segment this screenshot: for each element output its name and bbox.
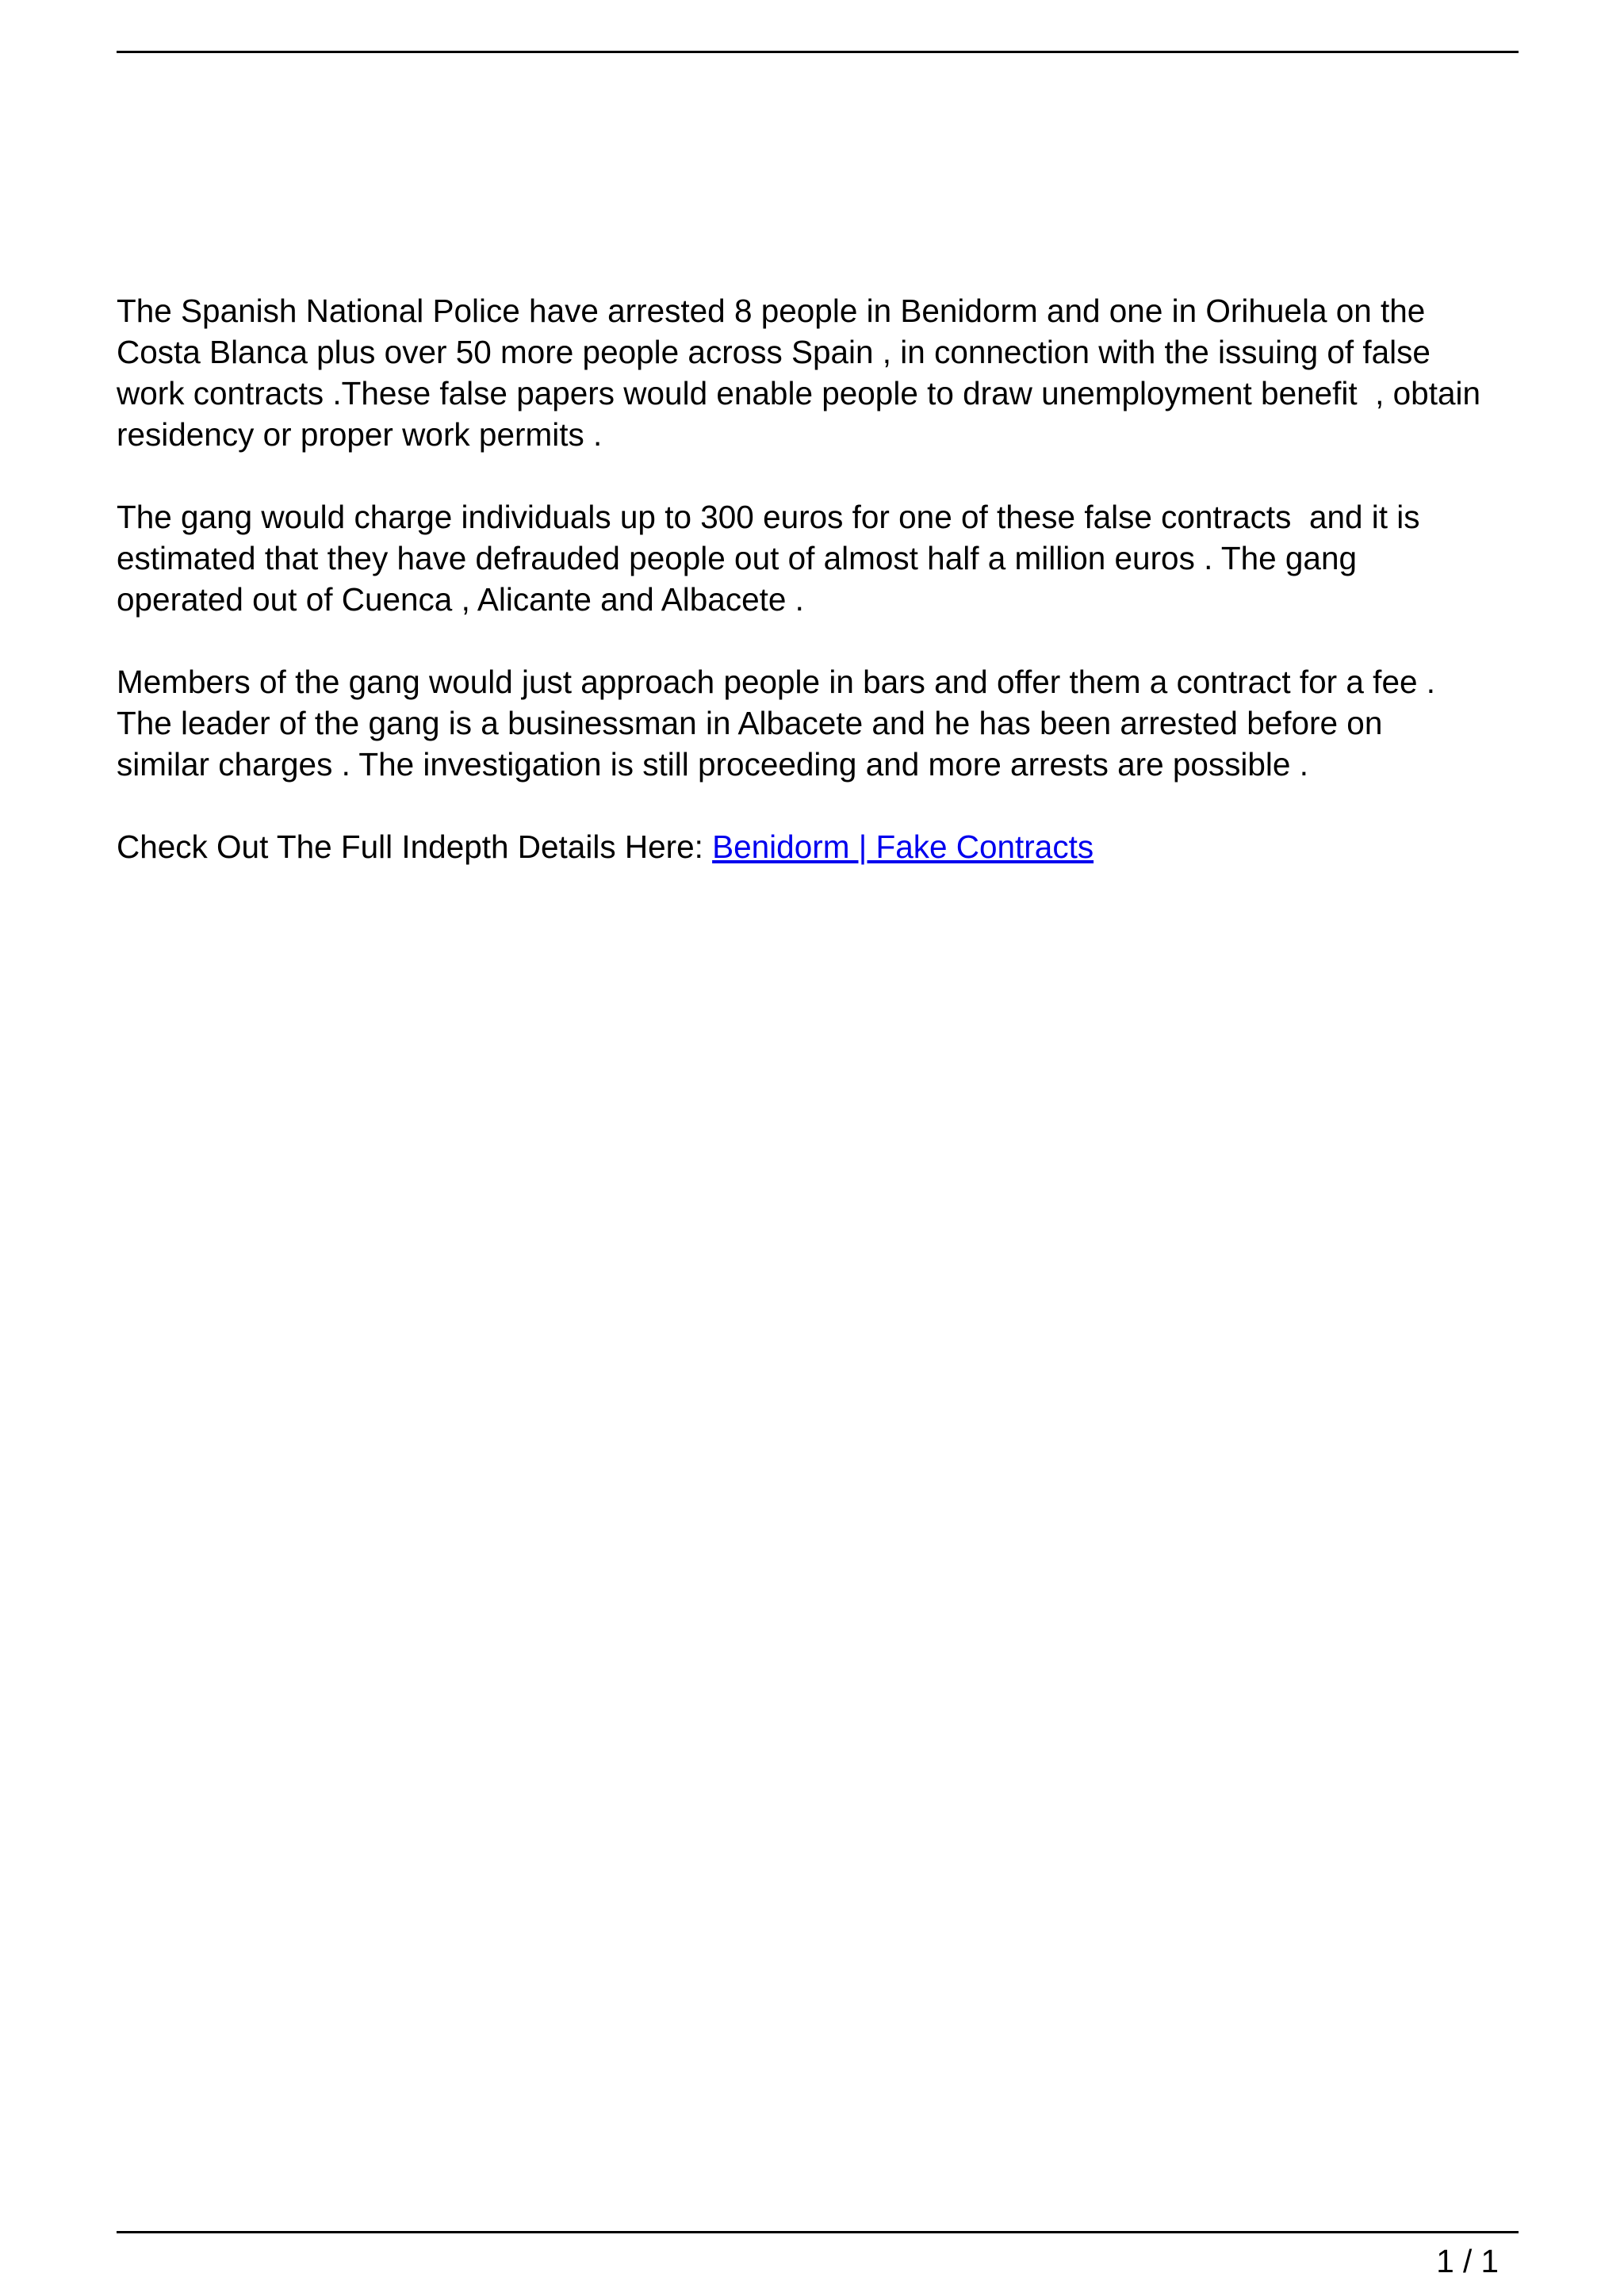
paragraph-line: The leader of the gang is a businessman in Albacete and he has been arrested before on <box>117 705 1383 741</box>
paragraph-line: estimated that they have defrauded people out of almost half a million euros . The gang <box>117 540 1357 576</box>
paragraph-line: The gang would charge individuals up to 300 euros for one of these false contracts and it is <box>117 499 1420 535</box>
article-body <box>117 290 1519 867</box>
paragraph-line: Members of the gang would just approach people in bars and offer them a contract for a fee . <box>117 664 1435 700</box>
paragraph-line: The Spanish National Police have arrested 8 people in Benidorm and one in Orihuela on the <box>117 293 1426 329</box>
paragraph-line: similar charges . The investigation is still proceeding and more arrests are possible . <box>117 746 1308 783</box>
call-to-action <box>117 826 1519 867</box>
article-link[interactable]: Benidorm | Fake Contracts <box>712 828 1094 865</box>
paragraph-gang-charges <box>117 496 1519 620</box>
paragraph-line: work contracts .These false papers would enable people to draw unemployment benefit , obtain <box>117 375 1481 411</box>
page-number: 1 / 1 <box>1436 2243 1499 2279</box>
paragraph-line: residency or proper work permits . <box>117 416 603 453</box>
footer-divider <box>117 2231 1519 2233</box>
header-divider <box>117 51 1519 53</box>
paragraph-line: Costa Blanca plus over 50 more people across Spain , in connection with the issuing of false <box>117 334 1431 370</box>
paragraph-gang-leader <box>117 661 1519 785</box>
paragraph-arrests <box>117 290 1519 455</box>
paragraph-line: operated out of Cuenca , Alicante and Albacete . <box>117 581 804 618</box>
cta-text: Check Out The Full Indepth Details Here: <box>117 828 713 865</box>
